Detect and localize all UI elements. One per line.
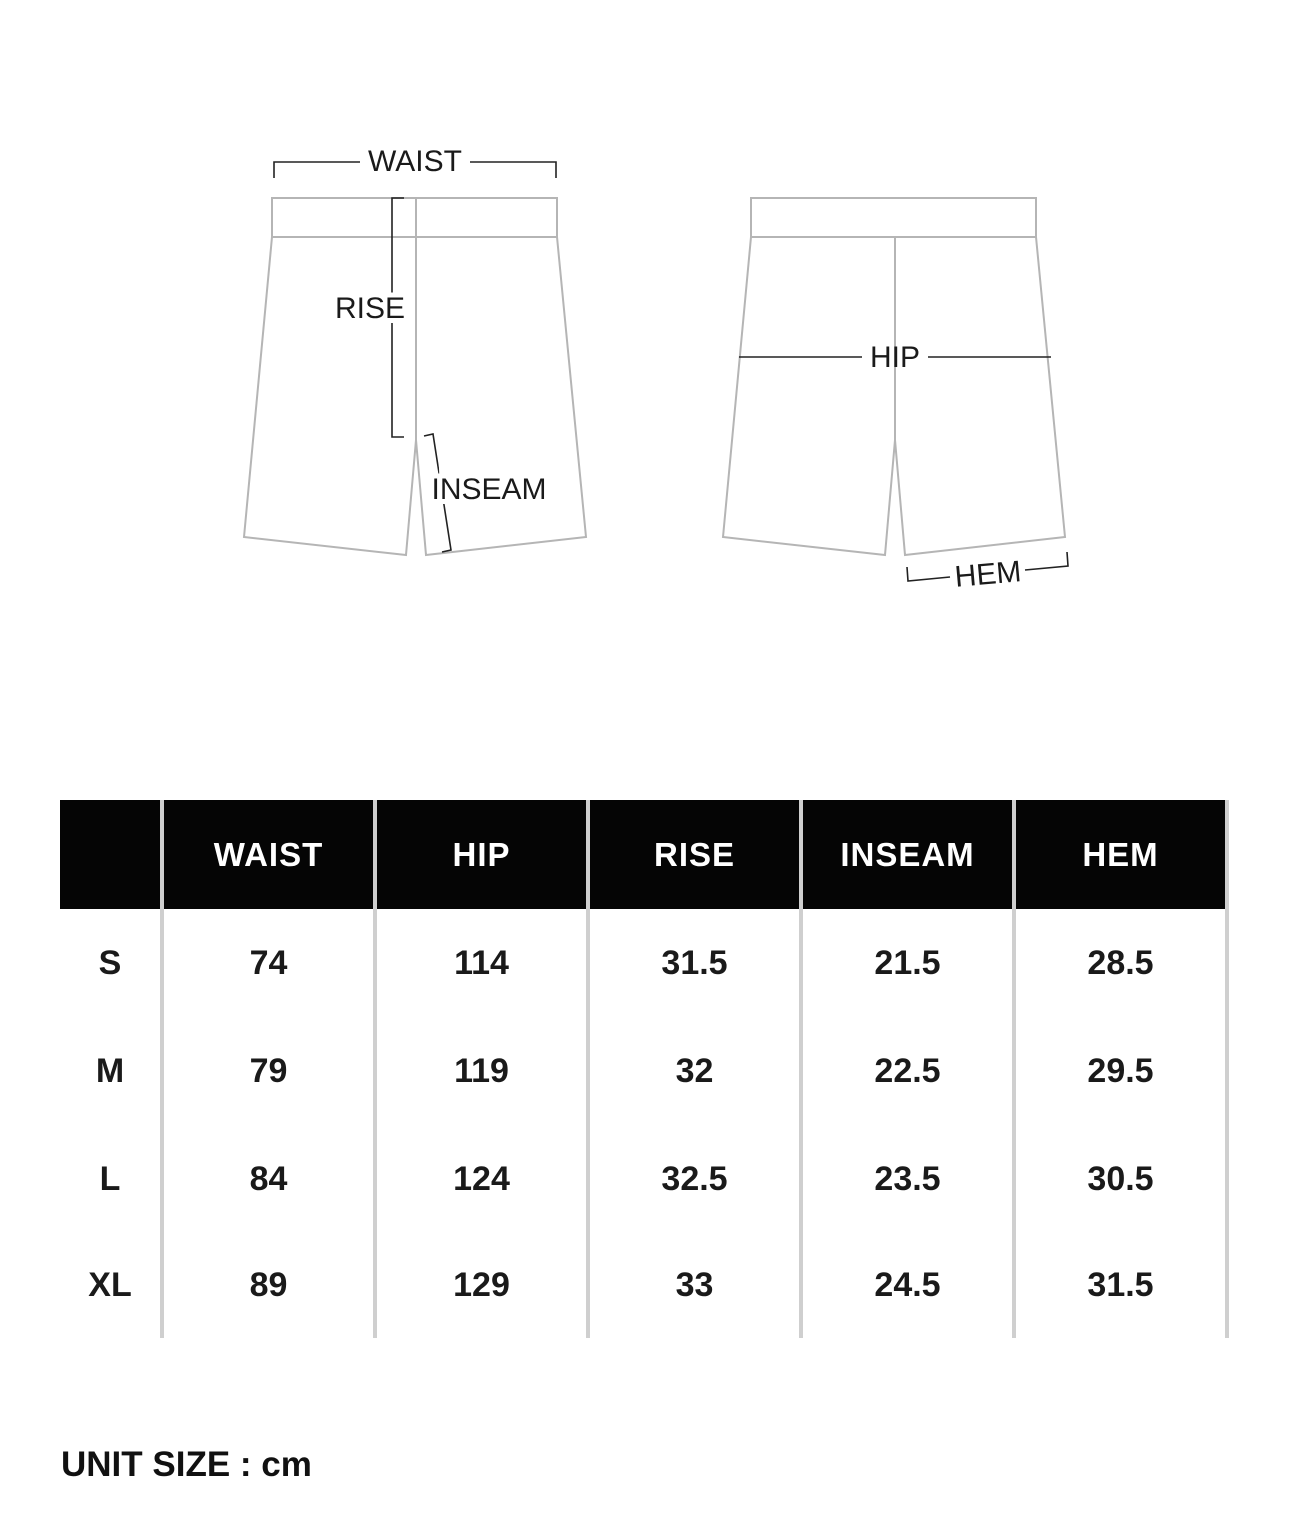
header-rise: RISE — [588, 800, 801, 909]
header-hip: HIP — [375, 800, 588, 909]
hem-value: 30.5 — [1014, 1125, 1227, 1233]
waist-value: 79 — [162, 1017, 375, 1125]
header-inseam: INSEAM — [801, 800, 1014, 909]
waist-value: 74 — [162, 909, 375, 1017]
size-label: L — [99, 1159, 121, 1198]
size-label: M — [95, 1051, 125, 1090]
hip-value: 119 — [375, 1017, 588, 1125]
rise-value: 32 — [588, 1017, 801, 1125]
inseam-value: 22.5 — [801, 1017, 1014, 1125]
inseam-diagram-label: INSEAM — [431, 473, 547, 506]
header-size-cell — [60, 800, 162, 909]
waist-diagram-label: WAIST — [368, 145, 462, 178]
hem-value: 28.5 — [1014, 909, 1227, 1017]
size-chart-table — [60, 800, 1229, 1338]
table-row — [60, 1017, 1227, 1125]
table-row — [60, 909, 1227, 1017]
header-hem: HEM — [1014, 800, 1227, 909]
rise-value: 33 — [588, 1233, 801, 1338]
size-label: S — [98, 943, 122, 982]
inseam-value: 24.5 — [801, 1233, 1014, 1338]
table-row — [60, 1233, 1227, 1338]
hip-diagram-label: HIP — [869, 341, 921, 374]
waist-value: 84 — [162, 1125, 375, 1233]
size-label: XL — [88, 1266, 132, 1304]
hip-value: 124 — [375, 1125, 588, 1233]
inseam-value: 23.5 — [801, 1125, 1014, 1233]
hem-diagram-label: HEM — [953, 555, 1023, 594]
hip-value: 114 — [375, 909, 588, 1017]
rise-value: 31.5 — [588, 909, 801, 1017]
hem-value: 29.5 — [1014, 1017, 1227, 1125]
hem-value: 31.5 — [1014, 1233, 1227, 1338]
inseam-value: 21.5 — [801, 909, 1014, 1017]
measurement-diagram — [0, 0, 1290, 700]
waist-value: 89 — [162, 1233, 375, 1338]
shorts-back-view — [723, 198, 1065, 555]
hip-value: 129 — [375, 1233, 588, 1338]
rise-value: 32.5 — [588, 1125, 801, 1233]
table-row — [60, 1125, 1227, 1233]
unit-size-note: UNIT SIZE : cm — [61, 1445, 312, 1484]
rise-diagram-label: RISE — [334, 292, 406, 325]
table-header-row — [60, 800, 1227, 909]
header-waist: WAIST — [162, 800, 375, 909]
